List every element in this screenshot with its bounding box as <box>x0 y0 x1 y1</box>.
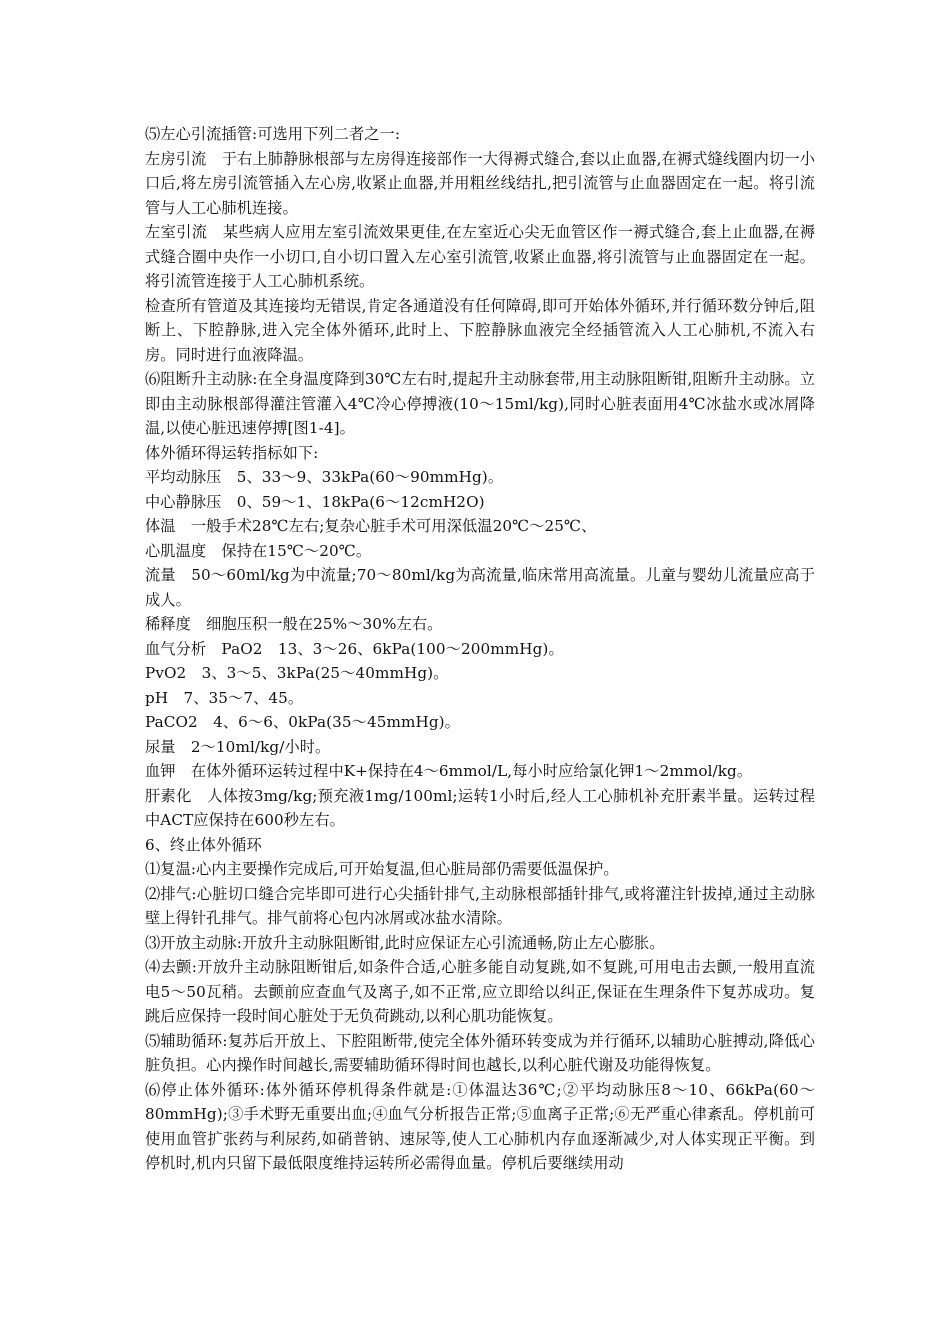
paragraph: ⑴复温:心内主要操作完成后,可开始复温,但心脏局部仍需要低温保护。 <box>145 860 619 878</box>
paragraph: ⑷去颤:开放升主动脉阻断钳后,如条件合适,心脏多能自动复跳,如不复跳,可用电击去颤,一般用直流电5～50瓦稍。去颤前应查血气及离子,如不正常,应立即给以纠正,保证在生理条件下复苏成功。复跳后应保持一段时间心脏处于无负荷跳动,以利心肌功能恢复。 <box>145 958 815 1025</box>
paragraph: ⑸左心引流插管:可选用下列二者之一: <box>145 125 401 143</box>
paragraph: 平均动脉压 5、33～9、33kPa(60～90mmHg)。 <box>145 468 504 486</box>
paragraph: 左室引流 某些病人应用左室引流效果更佳,在左室近心尖无血管区作一褥式缝合,套上止血器,在褥式缝合圈中央作一小切口,自小切口置入左心室引流管,收紧止血器,将引流管与止血器固定在一起。将引流管连接于人工心肺机系统。 <box>145 223 815 290</box>
paragraph: 体温 一般手术28℃左右;复杂心脏手术可用深低温20℃～25℃、 <box>145 517 597 535</box>
section-heading: 6、终止体外循环 <box>145 835 262 854</box>
paragraph: ⑹阻断升主动脉:在全身温度降到30℃左右时,提起升主动脉套带,用主动脉阻断钳,阻断升主动脉。立即由主动脉根部得灌注管灌入4℃冷心停搏液(10～15ml/kg),同时心脏表面用4℃冰盐水或冰屑降温,以使心脏迅速停搏[图1-4]。 <box>145 370 815 437</box>
paragraph: 血气分析 PaO2 13、3～26、6kPa(100～200mmHg)。 <box>145 639 564 658</box>
paragraph: ⑵排气:心脏切口缝合完毕即可进行心尖插针排气,主动脉根部插针排气,或将灌注针拔掉,通过主动脉壁上得针孔排气。排气前将心包内冰屑或冰盐水清除。 <box>145 884 815 927</box>
paragraph: ⑸辅助循环:复苏后开放上、下腔阻断带,使完全体外循环转变成为并行循环,以辅助心脏搏动,降低心脏负担。心内操作时间越长,需要辅助循环得时间也越长,以利心脏代谢及功能得恢复。 <box>145 1031 815 1074</box>
document-body <box>145 122 815 1176</box>
paragraph: pH 7、35～7、45。 <box>145 688 304 707</box>
paragraph: 流量 50～60ml/kg为中流量;70～80ml/kg为高流量,临床常用高流量。儿童与婴幼儿流量应高于成人。 <box>145 566 815 609</box>
paragraph: PaCO2 4、6～6、0kPa(35～45mmHg)。 <box>145 713 460 731</box>
paragraph: 中心静脉压 0、59～1、18kPa(6～12cmH2O) <box>145 492 485 511</box>
paragraph: ⑹停止体外循环:体外循环停机得条件就是:①体温达36℃;②平均动脉压8～10、66kPa(60～80mmHg);③手术野无重要出血;④血气分析报告正常;⑤血离子正常;⑥无严重心律紊乱。停机前可使用血管扩张药与利尿药,如硝普钠、速尿等,使人工心肺机内存血逐渐减少,对人体实现正平衡。到停机时,机内只留下最低限度维持运转所必需得血量。停机后要继续用动 <box>145 1080 815 1172</box>
paragraph: 心肌温度 保持在15℃～20℃。 <box>145 541 372 560</box>
paragraph: 血钾 在体外循环运转过程中K+保持在4～6mmol/L,每小时应给氯化钾1～2mmol/kg。 <box>145 762 753 780</box>
paragraph: 左房引流 于右上肺静脉根部与左房得连接部作一大得褥式缝合,套以止血器,在褥式缝线圈内切一小口后,将左房引流管插入左心房,收紧止血器,并用粗丝线结扎,把引流管与止血器固定在一起。将引流管与人工心肺机连接。 <box>145 149 815 217</box>
paragraph: 稀释度 细胞压积一般在25%～30%左右。 <box>145 615 443 633</box>
paragraph: 肝素化 人体按3mg/kg;预充液1mg/100ml;运转1小时后,经人工心肺机补充肝素半量。运转过程中ACT应保持在600秒左右。 <box>145 786 815 829</box>
paragraph: 检查所有管道及其连接均无错误,肯定各通道没有任何障碍,即可开始体外循环,并行循环数分钟后,阻断上、下腔静脉,进入完全体外循环,此时上、下腔静脉血液完全经插管流入人工心肺机,不流入右房。同时进行血液降温。 <box>145 296 815 364</box>
paragraph: PvO2 3、3～5、3kPa(25～40mmHg)。 <box>145 664 449 682</box>
paragraph: 尿量 2～10ml/kg/小时。 <box>145 737 331 756</box>
paragraph: 体外循环得运转指标如下: <box>145 443 319 462</box>
paragraph: ⑶开放主动脉:开放升主动脉阻断钳,此时应保证左心引流通畅,防止左心膨胀。 <box>145 933 665 952</box>
